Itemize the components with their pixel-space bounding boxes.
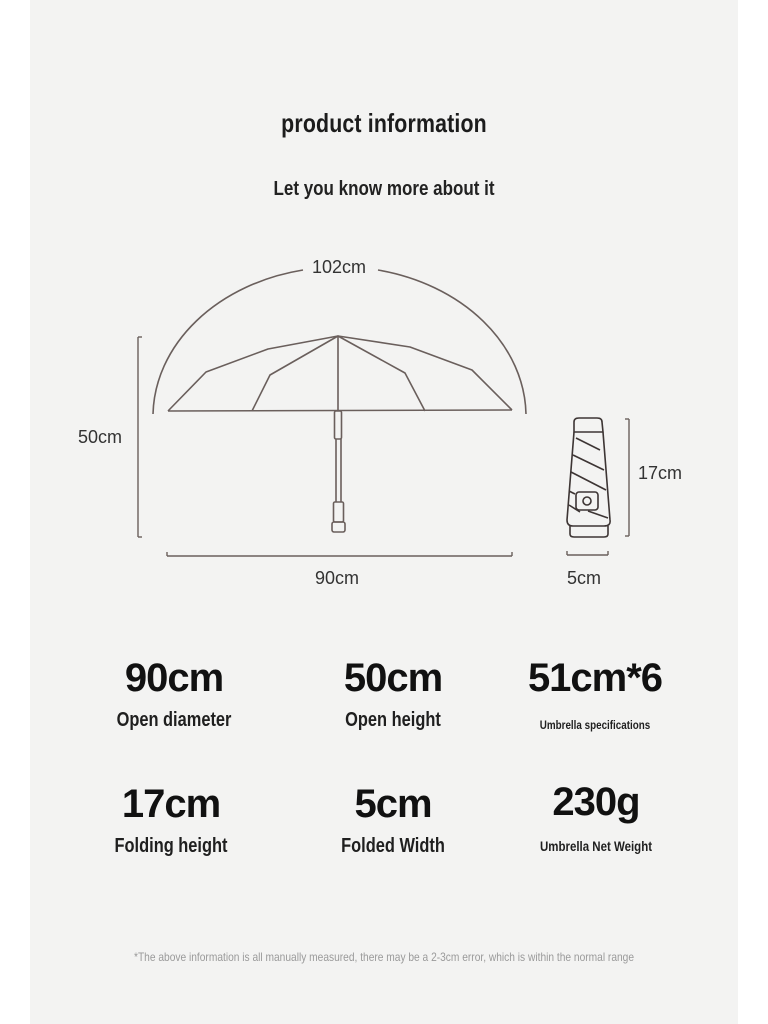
open-height-bracket [138,337,142,537]
arc-length-line [153,270,303,414]
folded-umbrella-icon [567,418,610,537]
folded-height-bracket [625,419,629,536]
spec-value: 51cm*6 [527,656,663,700]
open-height-label: 50cm [78,427,123,447]
spec-net-weight [486,780,706,858]
open-umbrella-icon [168,336,512,532]
spec-folding-height [61,782,281,858]
page-title: product information [281,108,487,138]
measurement-footnote: *The above information is all manually measured, there may be a 2-3cm error, which is within the normal range [133,950,635,964]
spec-label: Umbrella Net Weight [539,838,653,854]
spec-folded-width [283,782,503,858]
folded-width-bracket [567,551,608,555]
spec-open-height [283,656,503,732]
folded-height-label: 17cm [638,463,683,483]
open-width-label: 90cm [315,568,360,588]
spec-label: Umbrella specifications [539,718,651,732]
spec-value: 90cm [124,656,224,700]
spec-value: 17cm [121,782,221,826]
spec-label: Folded Width [341,835,445,857]
spec-label: Folding height [114,835,228,857]
spec-label: Open diameter [116,709,232,731]
folded-width-label: 5cm [567,568,602,588]
spec-open-diameter [64,656,284,732]
spec-label: Open height [345,709,441,731]
spec-value: 5cm [354,782,432,826]
page-subtitle: Let you know more about it [273,178,495,200]
open-width-bracket [167,552,512,556]
spec-value: 230g [552,780,640,824]
spec-umbrella-specifications [485,656,705,737]
spec-value: 50cm [343,656,443,700]
arc-length-label: 102cm [312,257,367,277]
arc-length-line-right [378,270,526,414]
